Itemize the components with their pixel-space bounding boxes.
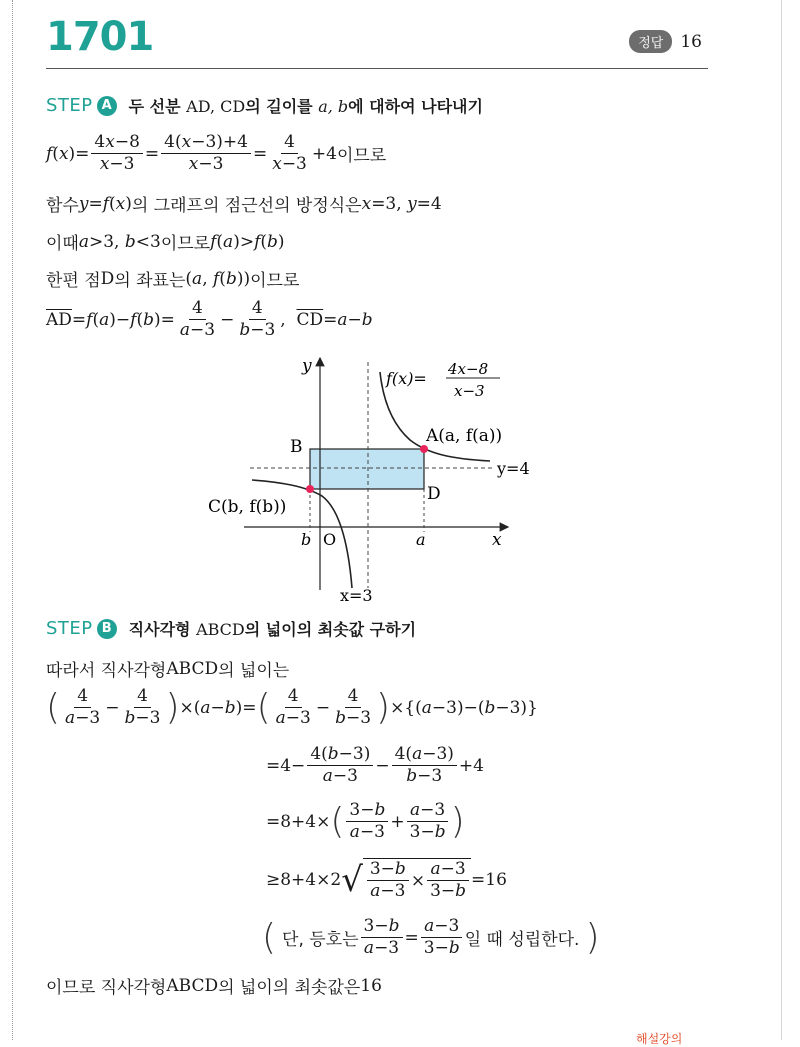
y-axis-label: y — [302, 356, 312, 376]
answer-badge: 정답 — [629, 30, 672, 53]
function-numerator: 4x−8 — [448, 360, 489, 378]
label-a: A(a, f(a)) — [426, 426, 503, 446]
step-a-title: 두 선분 AD, CD의 길이를 a, b에 대하여 나타내기 — [128, 97, 483, 116]
final-answer-sentence: 이므로 직사각형 ABCD 의 넓이의 최솟값은 16 — [46, 975, 382, 998]
step-b-heading — [46, 617, 416, 640]
function-denominator: x−3 — [454, 382, 485, 400]
step-b-label: STEP — [46, 618, 93, 639]
v-asymptote-label: x=3 — [340, 586, 373, 605]
step-a-heading — [46, 94, 483, 117]
answer-value: 16 — [680, 31, 702, 52]
problem-number: 1701 — [46, 14, 154, 60]
equality-condition: ( 단, 등호는 $\frac{3-b}{a-3}$ = $\frac{a-3}{3-b}$ 일 때 성립한다. ) — [262, 916, 600, 958]
left-dotted-border — [12, 0, 13, 1040]
step-a-label: STEP — [46, 95, 93, 116]
b-tick-label: b — [301, 530, 312, 549]
right-border — [781, 0, 782, 1040]
area-expression-2: =4− $\frac{4(b-3)}{a-3}$ − $\frac{4(a-3)}{b-3}$ +4 — [266, 744, 484, 786]
h-asymptote-label: y=4 — [497, 459, 530, 478]
segment-length-equation: $\overline{AD}$ = f ( a )− f ( b )= $\frac{4}{a-3}$ − $\frac{4}{b-3}$ , $\overline{CD}$ = a − b — [46, 298, 373, 340]
step-a-circle-icon: A — [97, 96, 117, 116]
inequality-sentence: 이때 a >3, b <3 이므로 f ( a )> f ( b ) — [46, 231, 285, 254]
step-b-title: 직사각형 ABCD의 넓이의 최솟값 구하기 — [128, 620, 417, 639]
area-expression-3: =8+4× ( $\frac{3-b}{a-3}$ + $\frac{a-3}{3-b}$ ) — [266, 800, 465, 842]
header-rule — [46, 68, 708, 69]
label-b: B — [290, 437, 303, 457]
origin-label: O — [323, 530, 337, 549]
rectangle-abcd — [310, 449, 424, 489]
function-label: f(x)= — [386, 369, 427, 388]
equation-fx: f ( x )= $\frac{4x-8}{x-3}$ = $\frac{4(x-3)+4}{x-3}$ = $\frac{4}{x-3}$ +4 이므로 — [46, 132, 387, 174]
x-axis-label: x — [492, 530, 502, 550]
am-gm-inequality: ≥8+4×2 √ $\frac{3-b}{a-3}$ × $\frac{a-3}{3-b}$ =16 — [266, 859, 507, 901]
point-c — [306, 485, 314, 493]
answer-area — [629, 30, 702, 53]
function-graph — [190, 345, 560, 607]
asymptote-sentence: 함수 y = f ( x ) 의 그래프의 점근선의 방정식은 x =3, y =4 — [46, 193, 442, 216]
area-expression-1: ( $\frac{4}{a-3}$ − $\frac{4}{b-3}$ ) ×( a − b )= ( $\frac{4}{a-3}$ − $\frac{4}{b-3}$ ) ×{( a −3)−( b −3)} — [46, 686, 538, 728]
a-tick-label: a — [416, 530, 426, 549]
area-intro-sentence: 따라서 직사각형 ABCD 의 넓이는 — [46, 658, 290, 681]
point-a — [420, 445, 428, 453]
label-c: C(b, f(b)) — [208, 497, 287, 517]
label-d: D — [427, 484, 441, 504]
point-d-sentence: 한편 점 D 의 좌표는 ( a , f ( b )) 이므로 — [46, 268, 300, 291]
step-b-circle-icon: B — [97, 619, 117, 639]
footer-note[interactable]: 해설강의 — [636, 1032, 683, 1046]
